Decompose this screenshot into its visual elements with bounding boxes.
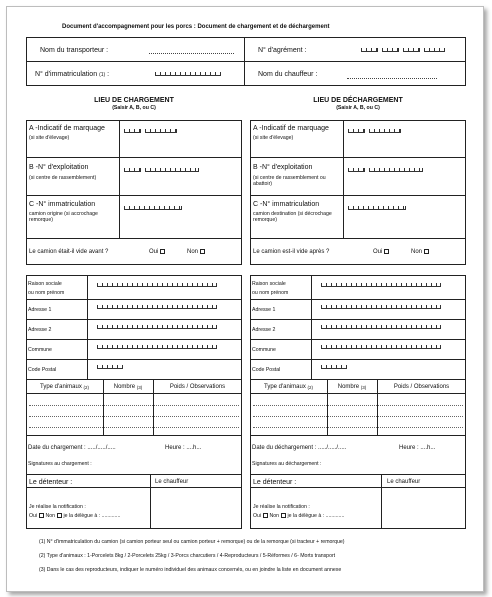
agrement-field-1[interactable] <box>361 48 378 52</box>
chargement-notif-delegue: je la délègue à : ............. <box>63 513 121 519</box>
chargement-detenteur-vdivider <box>150 474 151 529</box>
chargement-oui-option[interactable] <box>149 249 165 256</box>
chargement-box <box>26 120 242 265</box>
dechargement-animals-row-1[interactable] <box>253 405 463 406</box>
chargement-b-note: (si centre de rassemblement) <box>29 175 97 181</box>
chargement-animals-row-2[interactable] <box>29 416 239 417</box>
dechargement-row-divider-2 <box>250 195 466 196</box>
dechargement-cp-label: Code Postal <box>252 367 281 373</box>
chargement-row-divider-2 <box>26 195 242 196</box>
chargement-a-label: A -Indicatif de marquage <box>29 125 105 132</box>
dechargement-detenteur-label: Le détenteur : <box>253 479 297 486</box>
dechargement-oui-option[interactable] <box>373 249 389 256</box>
chargement-animals-header-divider <box>26 393 242 394</box>
dechargement-vdivider <box>343 120 344 238</box>
chargement-raison-field[interactable] <box>97 283 217 287</box>
chargement-non-checkbox[interactable] <box>200 249 205 254</box>
chargement-adresse1-field[interactable] <box>97 305 217 309</box>
chargement-commune-field[interactable] <box>97 345 217 349</box>
dechargement-a-label: A -Indicatif de marquage <box>253 125 329 132</box>
transporter-divider <box>26 61 466 62</box>
dechargement-b-field-2[interactable] <box>369 168 423 172</box>
chargement-raison-label: Raison sociale <box>28 281 62 287</box>
heure-chargement[interactable]: Heure : ....h... <box>165 445 202 451</box>
chargement-nombre-sup: (3) <box>136 385 143 390</box>
dechargement-notif-oui-text: Oui <box>253 513 262 519</box>
immat-label-text: N° d'immatriculation <box>35 71 98 78</box>
dechargement-adresse1-field[interactable] <box>321 305 441 309</box>
dechargement-b-field-1[interactable] <box>348 168 365 172</box>
dechargement-address-divider-2 <box>250 319 466 320</box>
dechargement-notif-non-checkbox[interactable] <box>281 513 286 518</box>
dechargement-address-divider-1 <box>250 299 466 300</box>
dechargement-a-field-2[interactable] <box>369 129 401 133</box>
chargement-row-divider-1 <box>26 157 242 158</box>
agrement-field-2[interactable] <box>382 48 399 52</box>
dechargement-address-divider-5 <box>250 379 466 380</box>
agrement-field-4[interactable] <box>424 48 445 52</box>
chargement-b-field-1[interactable] <box>124 168 141 172</box>
chargement-animals-row-1[interactable] <box>29 405 239 406</box>
chargement-b-field-2[interactable] <box>145 168 199 172</box>
chargement-notif-oui-checkbox[interactable] <box>39 513 44 518</box>
dechargement-notif-non-label: Non <box>269 513 280 519</box>
chargement-poids-header: Poids / Observations <box>169 384 226 390</box>
chargement-vide-label: Le camion était-il vide avant ? <box>29 249 109 255</box>
chauffeur-name-field[interactable] <box>347 78 437 79</box>
chargement-a-note: (si site d'élevage) <box>29 135 70 141</box>
document-title: Document d'accompagnement pour les porcs : Document de chargement et de déchargement <box>62 24 330 30</box>
dechargement-address-vdivider <box>311 275 312 379</box>
dechargement-non-text: Non <box>411 249 423 256</box>
dechargement-notif-label: Je réalise la notification : <box>253 504 310 510</box>
dechargement-row-divider-1 <box>250 157 466 158</box>
chargement-type-text: Type d'animaux <box>39 384 82 390</box>
chargement-commune-label: Commune <box>28 347 52 353</box>
chargement-chauffeur-signature-label: Le chauffeur <box>155 479 189 485</box>
chargement-type-sup: (2) <box>83 385 89 390</box>
chargement-adresse2-label: Adresse 2 <box>28 327 52 333</box>
chargement-address-divider-4 <box>26 359 242 360</box>
agrement-label: N° d'agrément : <box>258 47 307 54</box>
chargement-nombre-text: Nombre <box>113 384 136 390</box>
immat-sup: (1) <box>99 72 106 78</box>
dechargement-adresse2-label: Adresse 2 <box>252 327 276 333</box>
chargement-notif-options[interactable] <box>29 513 120 519</box>
chargement-address-divider-1 <box>26 299 242 300</box>
dechargement-c-note: camion destination (si décrochage remorque) <box>253 211 332 223</box>
dechargement-notif-delegue: je la délègue à : ............. <box>287 513 345 519</box>
dechargement-notif-options[interactable] <box>253 513 344 519</box>
dechargement-box <box>250 120 466 265</box>
dechargement-type-text: Type d'animaux <box>263 384 306 390</box>
dechargement-notif-oui-checkbox[interactable] <box>263 513 268 518</box>
dechargement-animals-row-2[interactable] <box>253 416 463 417</box>
chargement-non-option[interactable] <box>187 249 205 256</box>
heure-dechargement[interactable]: Heure : ....h... <box>399 445 436 451</box>
dechargement-type-header <box>250 384 327 391</box>
chargement-address-divider-3 <box>26 339 242 340</box>
form-sheet <box>6 6 484 592</box>
chargement-a-field-1[interactable] <box>124 129 141 133</box>
chargement-cp-label: Code Postal <box>28 367 57 373</box>
dechargement-b-label: B -N° d'exploitation <box>253 164 313 171</box>
transporter-vdivider <box>244 37 245 86</box>
dechargement-vide-label: Le camion est-il vide après ? <box>253 249 330 255</box>
dechargement-oui-text: Oui <box>373 249 383 256</box>
chargement-c-label: C -N° immatriculation <box>29 201 96 208</box>
dechargement-c-field[interactable] <box>348 206 406 210</box>
dechargement-commune-label: Commune <box>252 347 276 353</box>
dechargement-sub: (Saisir A, B, ou C) <box>336 105 380 111</box>
dechargement-chauffeur-signature-label: Le chauffeur <box>387 479 421 485</box>
chargement-heading: LIEU DE CHARGEMENT <box>94 97 174 104</box>
date-dechargement[interactable]: Date du déchargement : ...../...../..... <box>252 445 347 451</box>
chargement-adresse1-label: Adresse 1 <box>28 307 52 313</box>
chargement-detenteur-label: Le détenteur : <box>29 479 73 486</box>
chargement-sub: (Saisir A, B, ou C) <box>112 105 156 111</box>
chargement-nombre-header <box>103 384 153 391</box>
chargement-oui-checkbox[interactable] <box>160 249 165 254</box>
immat-colon: : <box>107 71 110 78</box>
chargement-row-divider-3 <box>26 238 242 239</box>
dechargement-a-note: (si site d'élevage) <box>253 135 294 141</box>
footnote-2: (2) Type d'animaux : 1-Porcelets 8kg / 2-Porcelets 25kg / 3-Porcs charcutiers / 4-Reproducteurs / 5-Réformes / 6- Morts transport <box>39 553 336 559</box>
chargement-address-divider-2 <box>26 319 242 320</box>
immat-label <box>35 71 109 79</box>
dechargement-non-checkbox[interactable] <box>424 249 429 254</box>
dechargement-adresse2-field[interactable] <box>321 325 441 329</box>
chargement-animals-row-3[interactable] <box>29 427 239 428</box>
footnote-3: (3) Dans le cas des reproducteurs, indiquer le numéro individuel des animaux concernés, ou en joindre la liste en document annexe <box>39 567 342 573</box>
immat-field[interactable] <box>155 72 221 76</box>
dechargement-detenteur-vdivider <box>381 474 382 529</box>
transporteur-label: Nom du transporteur : <box>40 47 109 54</box>
dechargement-raison2-label: ou nom prénom <box>252 290 289 296</box>
dechargement-c-label: C -N° immatriculation <box>253 201 320 208</box>
dechargement-a-field-1[interactable] <box>348 129 365 133</box>
dechargement-raison-label: Raison sociale <box>252 281 286 287</box>
chargement-type-header <box>26 384 103 391</box>
dechargement-animals-row-3[interactable] <box>253 427 463 428</box>
chargement-notif-non-checkbox[interactable] <box>57 513 62 518</box>
dechargement-oui-checkbox[interactable] <box>384 249 389 254</box>
dechargement-animals-bottom-divider <box>250 435 466 436</box>
dechargement-commune-field[interactable] <box>321 345 441 349</box>
dechargement-nombre-text: Nombre <box>337 384 360 390</box>
chargement-raison2-label: ou nom prénom <box>28 290 65 296</box>
chargement-notif-label: Je réalise la notification : <box>29 504 86 510</box>
chargement-animals-bottom-divider <box>26 435 242 436</box>
agrement-field-3[interactable] <box>403 48 420 52</box>
chargement-a-field-2[interactable] <box>145 129 177 133</box>
dechargement-heading: LIEU DE DÉCHARGEMENT <box>313 97 403 104</box>
signatures-dechargement: Signatures au déchargement : <box>252 461 322 467</box>
dechargement-address-divider-3 <box>250 339 466 340</box>
chauffeur-name-label: Nom du chauffeur : <box>258 71 318 78</box>
dechargement-nombre-header <box>327 384 377 391</box>
signatures-chargement: Signatures au chargement : <box>28 461 92 467</box>
chargement-notif-non-label: Non <box>45 513 56 519</box>
chargement-c-field[interactable] <box>124 206 182 210</box>
chargement-c-note: camion origine (si accrochage remorque) <box>29 211 98 223</box>
chargement-address-divider-5 <box>26 379 242 380</box>
chargement-oui-text: Oui <box>149 249 159 256</box>
footnote-1: (1) N° d'immatriculation du camion (si camion porteur seul ou camion porteur + remorque) ou de la remorque (si tracteur + remorque) <box>39 539 345 545</box>
dechargement-nombre-sup: (3) <box>360 385 367 390</box>
date-chargement[interactable]: Date du chargement : ...../...../..... <box>28 445 116 451</box>
chargement-b-label: B -N° d'exploitation <box>29 164 89 171</box>
chargement-notif-oui-text: Oui <box>29 513 38 519</box>
dechargement-type-sup: (2) <box>307 385 313 390</box>
chargement-vdivider <box>119 120 120 238</box>
chargement-address-vdivider <box>87 275 88 379</box>
chargement-cp-field[interactable] <box>97 365 123 369</box>
dechargement-non-option[interactable] <box>411 249 429 256</box>
dechargement-poids-header: Poids / Observations <box>393 384 450 390</box>
dechargement-cp-field[interactable] <box>321 365 347 369</box>
transporteur-field[interactable] <box>149 53 234 54</box>
dechargement-raison-field[interactable] <box>321 283 441 287</box>
dechargement-b-note: (si centre de rassemblement ou abattoir) <box>253 175 326 187</box>
chargement-adresse2-field[interactable] <box>97 325 217 329</box>
dechargement-row-divider-3 <box>250 238 466 239</box>
dechargement-animals-header-divider <box>250 393 466 394</box>
dechargement-adresse1-label: Adresse 1 <box>252 307 276 313</box>
dechargement-address-divider-4 <box>250 359 466 360</box>
chargement-non-text: Non <box>187 249 199 256</box>
